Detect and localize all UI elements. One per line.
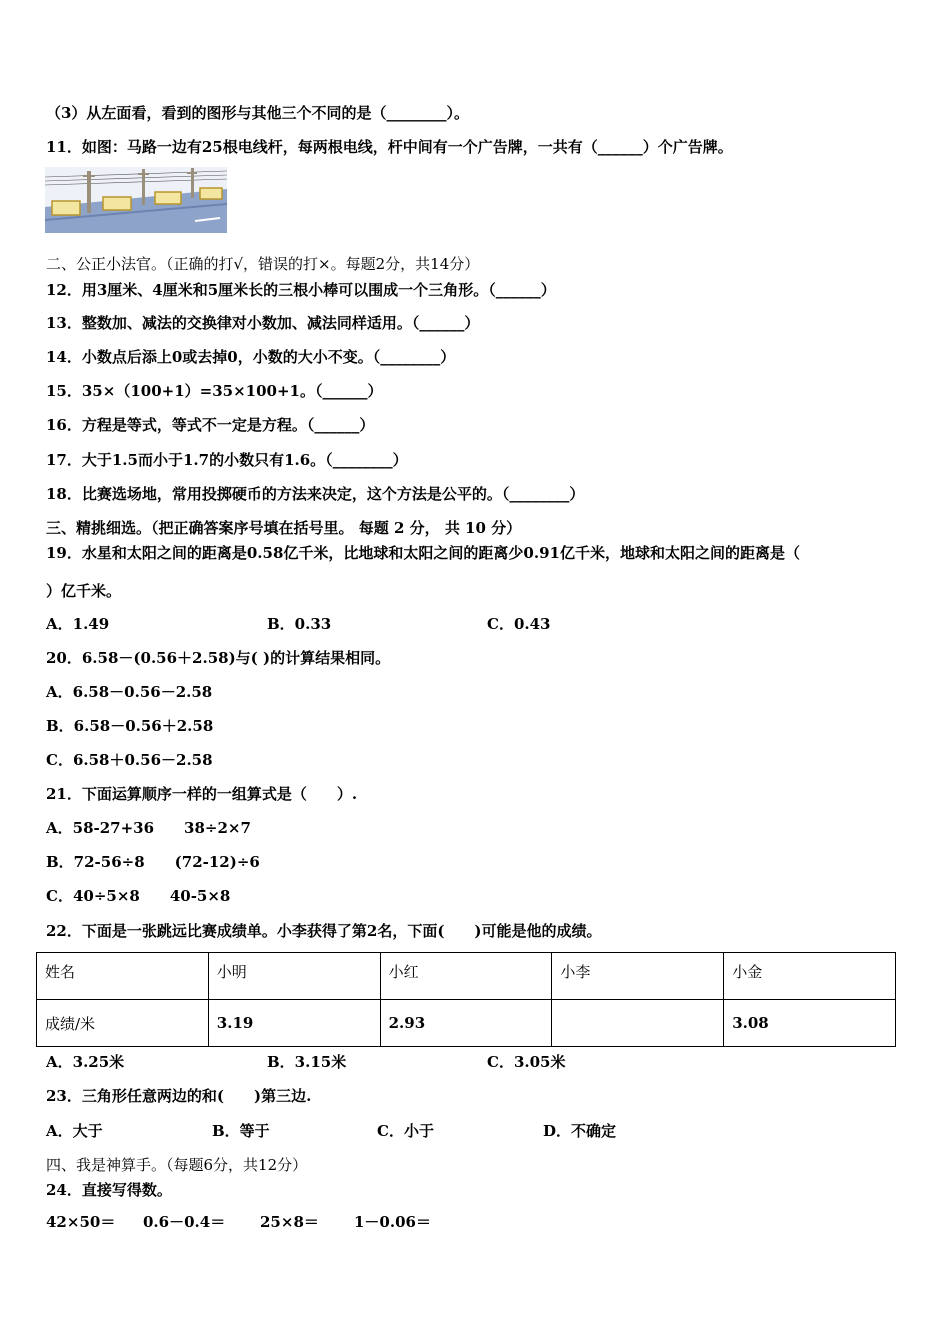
q19-option-b: B．0.33 xyxy=(267,615,332,633)
road-poles-illustration xyxy=(45,167,227,233)
q22-option-a: A．3.25米 xyxy=(46,1053,125,1071)
question-22: 22．下面是一张跳远比赛成绩单。小李获得了第2名，下面( )可能是他的成绩。 xyxy=(46,922,602,940)
question-12: 12．用3厘米、4厘米和5厘米长的三根小棒可以围成一个三角形。（______） xyxy=(46,281,556,299)
table-row xyxy=(37,1000,896,1047)
calc-item: 0.6－0.4＝ xyxy=(143,1213,226,1231)
question-11: 11．如图：马路一边有25根电线杆，每两根电线，杆中间有一个广告牌，一共有（______）个广告牌。 xyxy=(46,138,733,156)
road-poles-icon xyxy=(45,167,227,233)
q21-option-b: B．72-56÷8 (72-12)÷6 xyxy=(46,853,260,871)
q23-option-a: A．大于 xyxy=(46,1122,103,1140)
table-cell: 小金 xyxy=(724,953,896,1000)
question-19-continued: ）亿千米。 xyxy=(46,582,122,600)
section-3-title: 三、精挑细选。（把正确答案序号填在括号里。 每题 2 分， 共 10 分） xyxy=(46,519,522,537)
q23-option-d: D．不确定 xyxy=(543,1122,617,1140)
calc-item: 25×8＝ xyxy=(260,1213,319,1231)
question-18: 18．比赛选场地，常用投掷硬币的方法来决定，这个方法是公平的。（________） xyxy=(46,485,585,503)
q23-option-b: B．等于 xyxy=(212,1122,270,1140)
q22-option-c: C．3.05米 xyxy=(487,1053,566,1071)
calc-item: 1－0.06＝ xyxy=(354,1213,431,1231)
table-cell xyxy=(552,1000,724,1047)
table-cell: 成绩/米 xyxy=(37,1000,209,1047)
table-header-row xyxy=(37,953,896,1000)
table-cell: 2.93 xyxy=(380,1000,552,1047)
table-cell: 小明 xyxy=(208,953,380,1000)
table-cell: 3.08 xyxy=(724,1000,896,1047)
long-jump-score-table xyxy=(36,952,896,1047)
question-23: 23．三角形任意两边的和( )第三边. xyxy=(46,1087,312,1105)
q20-option-a: A．6.58－0.56－2.58 xyxy=(46,683,213,701)
section-2-title: 二、公正小法官。（正确的打√，错误的打×。每题2分，共14分） xyxy=(46,255,480,273)
question-21: 21．下面运算顺序一样的一组算式是（ ）. xyxy=(46,785,358,803)
question-16: 16．方程是等式，等式不一定是方程。（______） xyxy=(46,416,375,434)
calc-item: 42×50＝ xyxy=(46,1213,116,1231)
q21-option-c: C．40÷5×8 40-5×8 xyxy=(46,887,231,905)
table-cell: 小李 xyxy=(552,953,724,1000)
question-20: 20．6.58－(0.56＋2.58)与( )的计算结果相同。 xyxy=(46,649,391,667)
question-14: 14．小数点后添上0或去掉0，小数的大小不变。（________） xyxy=(46,348,456,366)
table-cell: 小红 xyxy=(380,953,552,1000)
table-cell: 姓名 xyxy=(37,953,209,1000)
question-13: 13．整数加、减法的交换律对小数加、减法同样适用。（______） xyxy=(46,314,480,332)
q19-option-c: C．0.43 xyxy=(487,615,551,633)
q20-option-c: C．6.58＋0.56－2.58 xyxy=(46,751,213,769)
question-19: 19．水星和太阳之间的距离是0.58亿千米，比地球和太阳之间的距离少0.91亿千米，地球和太阳之间的距离是（ xyxy=(46,544,800,562)
table-cell: 3.19 xyxy=(208,1000,380,1047)
section-4-title: 四、我是神算手。（每题6分，共12分） xyxy=(46,1156,308,1174)
question-17: 17．大于1.5而小于1.7的小数只有1.6。（________） xyxy=(46,451,408,469)
q19-option-a: A．1.49 xyxy=(46,615,110,633)
question-10-part-3: （3）从左面看，看到的图形与其他三个不同的是（________）。 xyxy=(46,104,469,122)
q23-option-c: C．小于 xyxy=(377,1122,434,1140)
q20-option-b: B．6.58－0.56＋2.58 xyxy=(46,717,214,735)
question-24: 24．直接写得数。 xyxy=(46,1181,172,1199)
q22-option-b: B．3.15米 xyxy=(267,1053,347,1071)
q21-option-a: A．58-27+36 38÷2×7 xyxy=(46,819,251,837)
question-15: 15．35×（100+1）=35×100+1。（______） xyxy=(46,382,383,400)
